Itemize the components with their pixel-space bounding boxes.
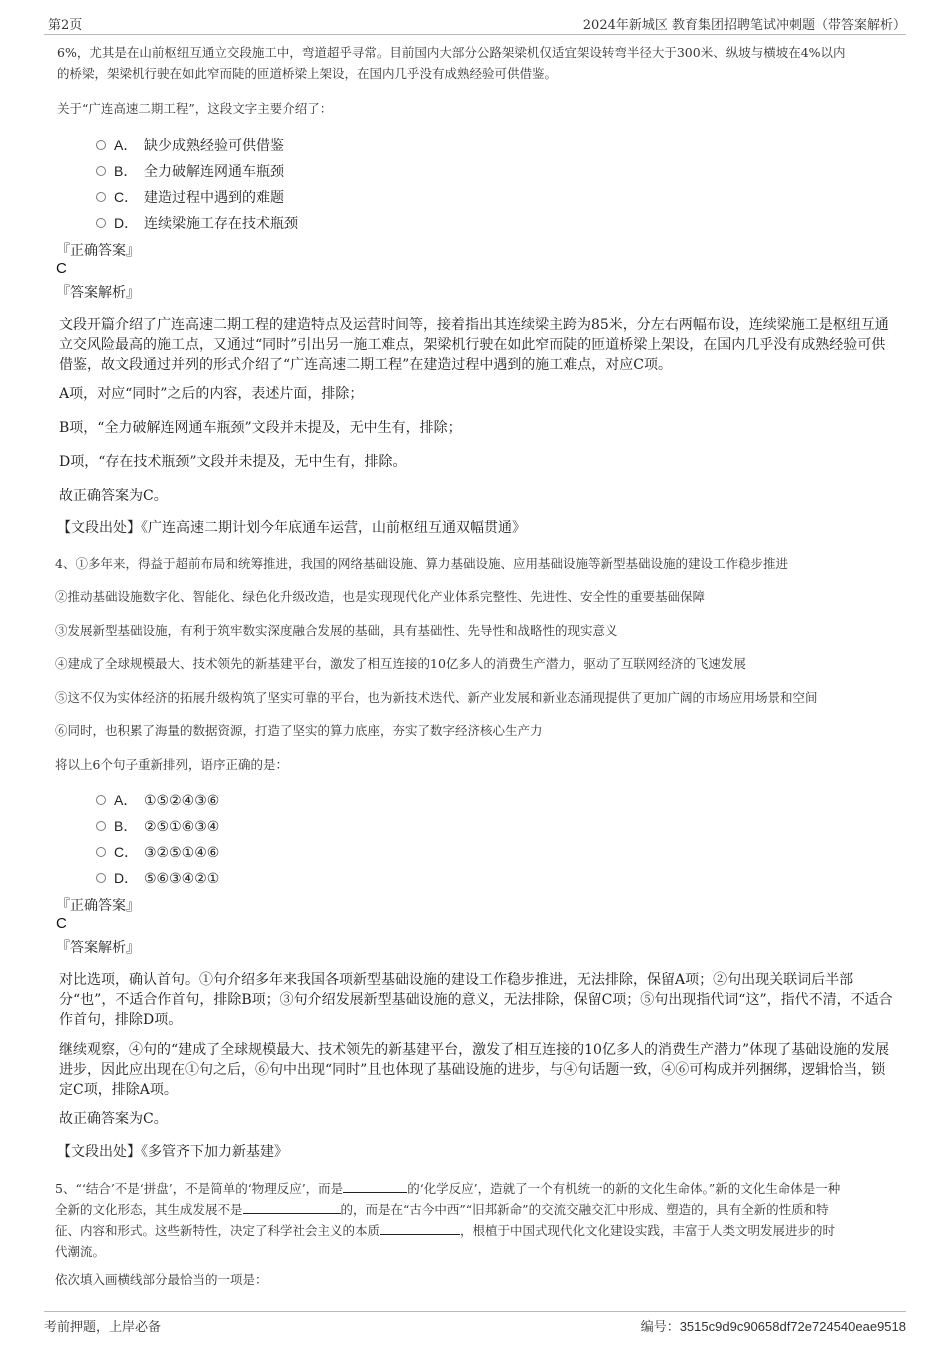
q3-analysis-main: 文段开篇介绍了广连高速二期工程的建造特点及运营时间等，接着指出其连续梁主跨为85米，分左右两幅布设，连续梁施工是枢纽互通立交风险最高的施工点，又通过“同时”引出另一施工难点，架梁机行驶在如此窄而陡的匝道桥梁上架设，在国内几乎没有成熟经验可供借鉴，故文段通过并列的形式介绍了“广连高速二期工程”在建造过程中遇到的施工难点，对应C项。 [59, 317, 889, 373]
q3-source: 【文段出处】《广连高速二期计划今年底通车运营，山前枢纽互通双幅贯通》 [57, 520, 526, 536]
footer-slogan: 考前押题，上岸必备 [44, 1320, 162, 1335]
q3-analysis-label: 『答案解析』 [56, 285, 140, 301]
passage-line: 代潮流。 [55, 1244, 106, 1259]
page-number: 第2页 [48, 18, 83, 33]
q4-analysis-label: 『答案解析』 [56, 940, 140, 956]
blank-3[interactable] [380, 1220, 460, 1235]
q4-analysis-1: 对比选项，确认首句。①句介绍多年来我国各项新型基础设施的建设工作稳步推进，无法排除，保留A项；②句出现关联词后半部分“也”，不适合作首句，排除B项；③句介绍发展新型基础设施的意义，无法排除，保留C项；⑤句出现指代词“这”，指代不清，不适合作首句，排除D项。 [59, 972, 893, 1028]
q4-sentence-5: ⑤这不仅为实体经济的拓展升级构筑了坚实可靠的平台，也为新技术迭代、新产业发展和新业态涌现提供了更加广阔的市场应用场景和空间 [55, 690, 818, 705]
blank-2[interactable] [243, 1199, 341, 1214]
q4-answer-label: 『正确答案』 [56, 898, 140, 914]
passage-line: 6%，尤其是在山前枢纽互通立交段施工中，弯道超乎寻常。目前国内大部分公路架梁机仅适宜架设转弯半径大于300米、纵坡与横坡在4%以内 [57, 45, 846, 60]
radio-icon[interactable] [96, 795, 106, 805]
q4-sentence-4: ④建成了全球规模最大、技术领先的新基建平台，激发了相互连接的10亿多人的消费生产潜力，驱动了互联网经济的飞速发展 [55, 656, 746, 671]
q3-analysis-b: B项，“全力破解连网通车瓶颈”文段并未提及，无中生有，排除； [59, 420, 462, 436]
page-header [44, 12, 906, 35]
radio-icon[interactable] [96, 218, 106, 228]
q4-question: 将以上6个句子重新排列，语序正确的是： [55, 757, 288, 772]
passage-line: 的桥梁，架梁机行驶在如此窄而陡的匝道桥梁上架设，在国内几乎没有成熟经验可供借鉴。 [57, 66, 558, 81]
q4-answer: C [56, 915, 67, 932]
page-footer [44, 1311, 906, 1338]
radio-icon[interactable] [96, 821, 106, 831]
q4-option-d[interactable]: D． ⑤⑥③④②① [96, 868, 219, 888]
q4-sentence-2: ②推动基础设施数字化、智能化、绿色化升级改造，也是实现现代化产业体系完整性、先进性、安全性的重要基础保障 [55, 589, 706, 604]
q3-option-b[interactable]: B． 全力破解连网通车瓶颈 [96, 161, 284, 181]
radio-icon[interactable] [96, 166, 106, 176]
passage-line: 征、内容和形式。这些新特性，决定了科学社会主义的本质 ，根植于中国式现代化文化建设实践，丰富于人类文明发展进步的时 [55, 1220, 905, 1241]
q3-question: 关于“广连高速二期工程”，这段文字主要介绍了： [57, 101, 333, 116]
q3-option-a[interactable]: A． 缺少成熟经验可供借鉴 [96, 135, 284, 155]
q3-passage-tail [57, 42, 907, 84]
q4-source: 【文段出处】《多管齐下加力新基建》 [57, 1144, 288, 1160]
q3-analysis-conclusion: 故正确答案为C。 [59, 488, 168, 504]
q3-option-d[interactable]: D． 连续梁施工存在技术瓶颈 [96, 213, 298, 233]
radio-icon[interactable] [96, 847, 106, 857]
radio-icon[interactable] [96, 192, 106, 202]
passage-line: 5、“‘结合’不是‘拼盘’，不是简单的‘物理反应’，而是 的‘化学反应’，造就了一个有机统一的新的文化生命体。”新的文化生命体是一种 [55, 1178, 905, 1199]
q4-sentence-6: ⑥同时，也积累了海量的数据资源，打造了坚实的算力底座，夯实了数字经济核心生产力 [55, 723, 543, 738]
document-code: 编号：3515c9d9c90658df72e724540eae9518 [640, 1319, 906, 1334]
q3-option-c[interactable]: C． 建造过程中遇到的难题 [96, 187, 284, 207]
radio-icon[interactable] [96, 873, 106, 883]
q4-sentence-3: ③发展新型基础设施，有利于筑牢数实深度融合发展的基础，具有基础性、先导性和战略性的现实意义 [55, 623, 618, 638]
q3-answer-label: 『正确答案』 [56, 243, 140, 259]
q5-passage [55, 1178, 905, 1262]
q3-analysis-a: A项，对应“同时”之后的内容，表述片面，排除； [59, 386, 364, 402]
q4-analysis-conclusion: 故正确答案为C。 [59, 1111, 168, 1127]
q4-option-a[interactable]: A． ①⑤②④③⑥ [96, 790, 219, 810]
q5-question: 依次填入画横线部分最恰当的一项是： [55, 1272, 268, 1287]
q4-sentence-1: 4、①多年来，得益于超前布局和统筹推进，我国的网络基础设施、算力基础设施、应用基础设施等新型基础设施的建设工作稳步推进 [55, 556, 788, 571]
q4-analysis-2: 继续观察，④句的“建成了全球规模最大、技术领先的新基建平台，激发了相互连接的10亿多人的消费生产潜力”体现了基础设施的发展进步，因此应出现在①句之后，⑥句中出现“同时”且也体现了基础设施的进步，与④句话题一致，④⑥可构成并列捆绑，逻辑恰当，锁定C项，排除A项。 [59, 1042, 890, 1098]
q3-analysis-d: D项，“存在技术瓶颈”文段并未提及，无中生有，排除。 [59, 454, 407, 470]
q3-answer: C [56, 260, 67, 277]
document-title: 2024年新城区 教育集团招聘笔试冲刺题（带答案解析） [582, 18, 906, 33]
passage-line: 全新的文化形态，其生成发展不是 的，而是在“古今中西”“旧邦新命”的交流交融交汇中形成、塑造的，具有全新的性质和特 [55, 1199, 905, 1220]
q4-option-b[interactable]: B． ②⑤①⑥③④ [96, 816, 219, 836]
q4-option-c[interactable]: C． ③②⑤①④⑥ [96, 842, 219, 862]
radio-icon[interactable] [96, 140, 106, 150]
blank-1[interactable] [343, 1178, 407, 1193]
